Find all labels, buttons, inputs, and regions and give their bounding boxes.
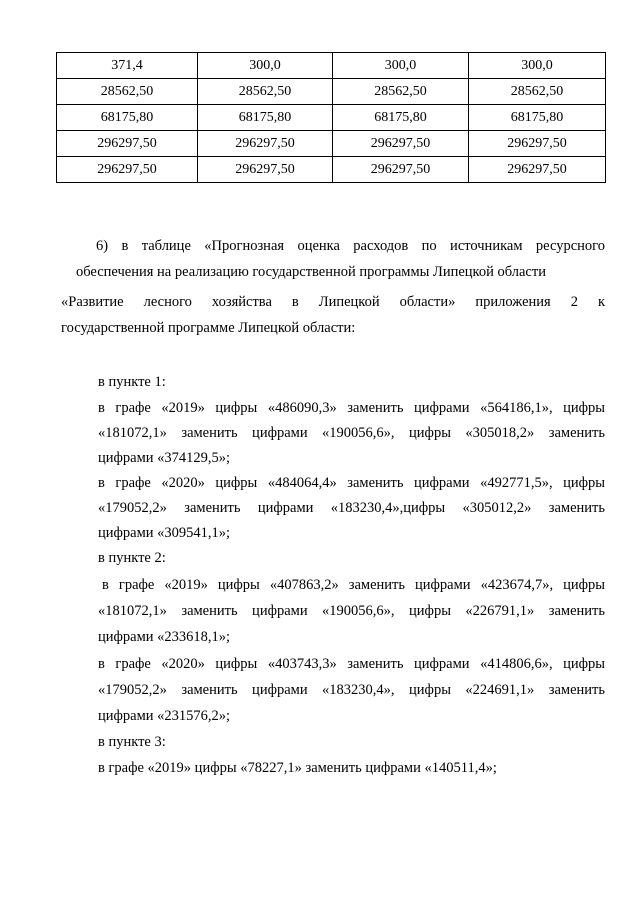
- table-cell: 300,0: [198, 53, 333, 79]
- table-row: [57, 105, 606, 131]
- table-cell: 300,0: [469, 53, 606, 79]
- table-row: [57, 131, 606, 157]
- table-cell: 68175,80: [333, 105, 469, 131]
- table-cell: 296297,50: [198, 131, 333, 157]
- table-cell: 296297,50: [57, 131, 198, 157]
- table-cell: 300,0: [333, 53, 469, 79]
- point-1-text-line: цифрами «309541,1»;: [98, 525, 231, 541]
- table-row: [57, 79, 606, 105]
- table-cell: 296297,50: [333, 157, 469, 183]
- intro-text-line: государственной программе Липецкой области:: [61, 320, 356, 336]
- table-cell: 296297,50: [333, 131, 469, 157]
- point-2-text-line: «179052,2» заменить цифрами «183230,4», цифры «224691,1» заменить: [98, 682, 605, 698]
- point-1-heading: в пункте 1:: [98, 374, 166, 390]
- table-cell: 296297,50: [198, 157, 333, 183]
- table-cell: 68175,80: [57, 105, 198, 131]
- point-3-heading: в пункте 3:: [98, 734, 166, 750]
- point-2-text-line: «181072,1» заменить цифрами «190056,6», цифры «226791,1» заменить: [98, 603, 605, 619]
- point-2-heading: в пункте 2:: [98, 550, 166, 566]
- table-cell: 296297,50: [469, 157, 606, 183]
- table-cell: 28562,50: [198, 79, 333, 105]
- point-3-text-line: в графе «2019» цифры «78227,1» заменить цифрами «140511,4»;: [98, 760, 497, 776]
- point-2-text-line: в графе «2020» цифры «403743,3» заменить цифрами «414806,6», цифры: [98, 656, 605, 672]
- intro-text-line: «Развитие лесного хозяйства в Липецкой области» приложения 2 к: [61, 294, 605, 310]
- point-1-text-line: «179052,2» заменить цифрами «183230,4»,цифры «305012,2» заменить: [98, 500, 605, 516]
- table-row: [57, 53, 606, 79]
- intro-text-line: обеспечения на реализацию государственной программы Липецкой области: [76, 264, 546, 280]
- table-cell: 371,4: [57, 53, 198, 79]
- point-2-text-line: цифрами «231576,2»;: [98, 708, 231, 724]
- point-1-text-line: в графе «2019» цифры «486090,3» заменить цифрами «564186,1», цифры: [98, 400, 605, 416]
- table-cell: 28562,50: [469, 79, 606, 105]
- table-cell: 68175,80: [469, 105, 606, 131]
- amounts-table: [56, 52, 606, 183]
- table-cell: 296297,50: [57, 157, 198, 183]
- table-row: [57, 157, 606, 183]
- point-1-text-line: в графе «2020» цифры «484064,4» заменить цифрами «492771,5», цифры: [98, 475, 605, 491]
- point-1-text-line: цифрами «374129,5»;: [98, 450, 231, 466]
- table-cell: 28562,50: [333, 79, 469, 105]
- table-cell: 296297,50: [469, 131, 606, 157]
- intro-text-line: 6) в таблице «Прогнозная оценка расходов по источникам ресурсного: [96, 238, 605, 254]
- point-2-text-line: в графе «2019» цифры «407863,2» заменить цифрами «423674,7», цифры: [102, 577, 605, 593]
- table-cell: 28562,50: [57, 79, 198, 105]
- point-2-text-line: цифрами «233618,1»;: [98, 629, 231, 645]
- table-cell: 68175,80: [198, 105, 333, 131]
- point-1-text-line: «181072,1» заменить цифрами «190056,6», цифры «305018,2» заменить: [98, 425, 605, 441]
